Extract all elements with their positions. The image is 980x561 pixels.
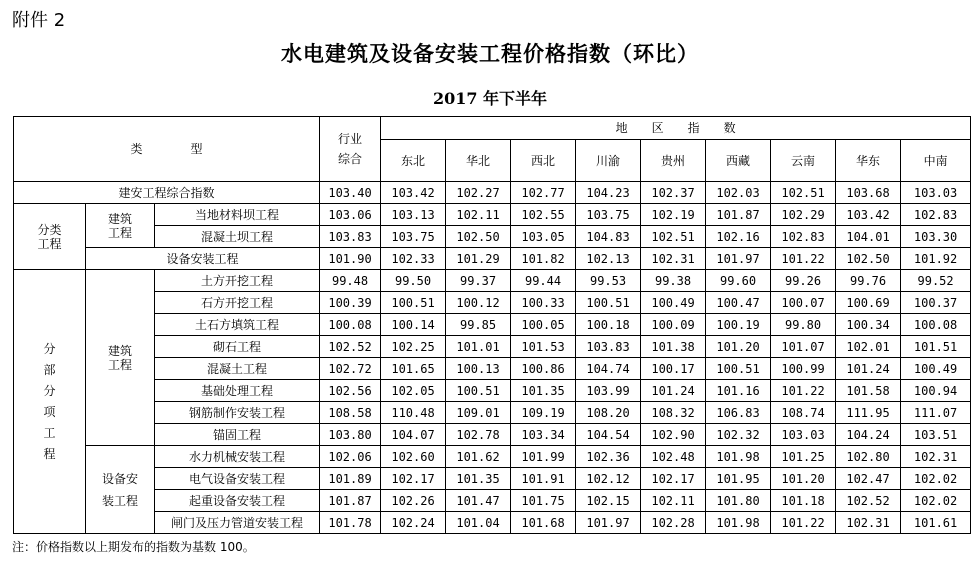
region-value: 102.36 bbox=[576, 446, 641, 468]
table-row bbox=[14, 468, 971, 490]
document-title: 水电建筑及设备安装工程价格指数（环比） bbox=[281, 41, 699, 66]
region-value: 103.34 bbox=[511, 424, 576, 446]
region-value: 101.07 bbox=[771, 336, 836, 358]
region-value: 111.07 bbox=[901, 402, 971, 424]
region-value: 103.75 bbox=[381, 226, 446, 248]
region-value: 108.20 bbox=[576, 402, 641, 424]
industry-value: 102.06 bbox=[320, 446, 381, 468]
row-label: 锚固工程 bbox=[155, 424, 320, 446]
industry-composite-header bbox=[320, 117, 381, 182]
region-value: 101.91 bbox=[511, 468, 576, 490]
table-row bbox=[14, 226, 971, 248]
row-label: 混凝土坝工程 bbox=[155, 226, 320, 248]
region-header: 贵州 bbox=[641, 140, 706, 182]
row-label: 当地材料坝工程 bbox=[155, 204, 320, 226]
region-value: 102.16 bbox=[706, 226, 771, 248]
region-value: 101.25 bbox=[771, 446, 836, 468]
table-row bbox=[14, 182, 971, 204]
region-value: 102.51 bbox=[771, 182, 836, 204]
region-value: 102.29 bbox=[771, 204, 836, 226]
region-value: 101.04 bbox=[446, 512, 511, 534]
region-value: 100.49 bbox=[901, 358, 971, 380]
region-value: 101.75 bbox=[511, 490, 576, 512]
row-label: 基础处理工程 bbox=[155, 380, 320, 402]
region-value: 100.51 bbox=[576, 292, 641, 314]
type-header: 类 型 bbox=[14, 117, 320, 182]
region-header: 华东 bbox=[836, 140, 901, 182]
row-label: 土石方填筑工程 bbox=[155, 314, 320, 336]
region-value: 102.17 bbox=[381, 468, 446, 490]
group-label: 分类 工程 bbox=[14, 204, 86, 270]
subgroup-label: 设备安 装工程 bbox=[86, 446, 155, 534]
region-value: 99.44 bbox=[511, 270, 576, 292]
row-label: 石方开挖工程 bbox=[155, 292, 320, 314]
region-value: 99.50 bbox=[381, 270, 446, 292]
region-value: 102.11 bbox=[446, 204, 511, 226]
region-value: 100.99 bbox=[771, 358, 836, 380]
region-value: 102.80 bbox=[836, 446, 901, 468]
region-value: 101.01 bbox=[446, 336, 511, 358]
industry-value: 102.52 bbox=[320, 336, 381, 358]
region-value: 102.28 bbox=[641, 512, 706, 534]
region-value: 103.42 bbox=[381, 182, 446, 204]
row-label: 砌石工程 bbox=[155, 336, 320, 358]
region-value: 101.98 bbox=[706, 512, 771, 534]
row-label: 起重设备安装工程 bbox=[155, 490, 320, 512]
region-value: 103.99 bbox=[576, 380, 641, 402]
industry-value: 101.87 bbox=[320, 490, 381, 512]
industry-value: 102.72 bbox=[320, 358, 381, 380]
region-value: 101.62 bbox=[446, 446, 511, 468]
region-value: 102.47 bbox=[836, 468, 901, 490]
region-value: 99.26 bbox=[771, 270, 836, 292]
region-value: 102.31 bbox=[901, 446, 971, 468]
region-value: 103.03 bbox=[771, 424, 836, 446]
region-value: 99.53 bbox=[576, 270, 641, 292]
region-value: 102.50 bbox=[836, 248, 901, 270]
region-value: 101.97 bbox=[576, 512, 641, 534]
region-value: 101.24 bbox=[836, 358, 901, 380]
region-value: 102.77 bbox=[511, 182, 576, 204]
region-value: 100.17 bbox=[641, 358, 706, 380]
region-header: 云南 bbox=[771, 140, 836, 182]
region-value: 102.15 bbox=[576, 490, 641, 512]
region-value: 104.07 bbox=[381, 424, 446, 446]
region-value: 101.22 bbox=[771, 512, 836, 534]
industry-header-text: 行业 综合 bbox=[338, 132, 363, 166]
region-value: 102.48 bbox=[641, 446, 706, 468]
region-value: 100.18 bbox=[576, 314, 641, 336]
row-label: 设备安装工程 bbox=[86, 248, 320, 270]
row-label: 混凝土工程 bbox=[155, 358, 320, 380]
industry-value: 102.56 bbox=[320, 380, 381, 402]
region-value: 102.33 bbox=[381, 248, 446, 270]
region-value: 100.09 bbox=[641, 314, 706, 336]
row-label: 水力机械安装工程 bbox=[155, 446, 320, 468]
table-row bbox=[14, 358, 971, 380]
region-value: 102.60 bbox=[381, 446, 446, 468]
region-value: 103.13 bbox=[381, 204, 446, 226]
region-value: 104.83 bbox=[576, 226, 641, 248]
region-value: 100.94 bbox=[901, 380, 971, 402]
region-value: 104.54 bbox=[576, 424, 641, 446]
row-label: 电气设备安装工程 bbox=[155, 468, 320, 490]
region-value: 102.11 bbox=[641, 490, 706, 512]
region-value: 100.37 bbox=[901, 292, 971, 314]
document-subtitle: 2017 年下半年 bbox=[432, 89, 548, 108]
region-value: 102.24 bbox=[381, 512, 446, 534]
region-value: 102.17 bbox=[641, 468, 706, 490]
region-value: 102.12 bbox=[576, 468, 641, 490]
region-value: 101.68 bbox=[511, 512, 576, 534]
region-value: 101.18 bbox=[771, 490, 836, 512]
table-row bbox=[14, 204, 971, 226]
region-value: 99.60 bbox=[706, 270, 771, 292]
table-row bbox=[14, 270, 971, 292]
row-label: 建安工程综合指数 bbox=[14, 182, 320, 204]
region-value: 100.69 bbox=[836, 292, 901, 314]
region-value: 109.19 bbox=[511, 402, 576, 424]
table-row bbox=[14, 512, 971, 534]
region-value: 102.83 bbox=[901, 204, 971, 226]
table-row bbox=[14, 314, 971, 336]
region-value: 104.24 bbox=[836, 424, 901, 446]
region-value: 100.12 bbox=[446, 292, 511, 314]
region-value: 111.95 bbox=[836, 402, 901, 424]
region-value: 101.16 bbox=[706, 380, 771, 402]
region-value: 99.85 bbox=[446, 314, 511, 336]
region-value: 102.83 bbox=[771, 226, 836, 248]
region-value: 101.22 bbox=[771, 248, 836, 270]
region-value: 100.51 bbox=[381, 292, 446, 314]
region-value: 103.51 bbox=[901, 424, 971, 446]
region-value: 100.08 bbox=[901, 314, 971, 336]
region-value: 102.19 bbox=[641, 204, 706, 226]
region-header: 西藏 bbox=[706, 140, 771, 182]
region-value: 103.30 bbox=[901, 226, 971, 248]
region-value: 109.01 bbox=[446, 402, 511, 424]
region-value: 102.50 bbox=[446, 226, 511, 248]
region-index-header: 地 区 指 数 bbox=[381, 117, 971, 140]
region-value: 103.68 bbox=[836, 182, 901, 204]
region-value: 102.31 bbox=[641, 248, 706, 270]
region-value: 102.01 bbox=[836, 336, 901, 358]
region-value: 101.87 bbox=[706, 204, 771, 226]
region-header: 西北 bbox=[511, 140, 576, 182]
region-value: 101.22 bbox=[771, 380, 836, 402]
region-value: 103.75 bbox=[576, 204, 641, 226]
region-value: 100.33 bbox=[511, 292, 576, 314]
price-index-table bbox=[13, 116, 971, 534]
region-value: 102.05 bbox=[381, 380, 446, 402]
industry-value: 101.89 bbox=[320, 468, 381, 490]
group-label: 分 部 分 项 工 程 bbox=[14, 270, 86, 534]
industry-value: 101.78 bbox=[320, 512, 381, 534]
region-value: 102.32 bbox=[706, 424, 771, 446]
region-value: 102.31 bbox=[836, 512, 901, 534]
table-row bbox=[14, 248, 971, 270]
footnote: 注：价格指数以上期发布的指数为基数 100。 bbox=[12, 540, 255, 554]
region-value: 100.51 bbox=[706, 358, 771, 380]
region-value: 102.26 bbox=[381, 490, 446, 512]
region-value: 100.14 bbox=[381, 314, 446, 336]
region-value: 101.35 bbox=[511, 380, 576, 402]
region-value: 101.38 bbox=[641, 336, 706, 358]
region-value: 101.61 bbox=[901, 512, 971, 534]
region-value: 108.74 bbox=[771, 402, 836, 424]
region-value: 100.47 bbox=[706, 292, 771, 314]
region-value: 99.38 bbox=[641, 270, 706, 292]
header-row-1 bbox=[14, 117, 971, 140]
region-value: 110.48 bbox=[381, 402, 446, 424]
region-value: 101.29 bbox=[446, 248, 511, 270]
table-row bbox=[14, 336, 971, 358]
region-value: 101.97 bbox=[706, 248, 771, 270]
attachment-label: 附件 2 bbox=[12, 10, 66, 31]
row-label: 钢筋制作安装工程 bbox=[155, 402, 320, 424]
region-value: 102.52 bbox=[836, 490, 901, 512]
region-value: 99.52 bbox=[901, 270, 971, 292]
region-header: 川渝 bbox=[576, 140, 641, 182]
industry-value: 103.40 bbox=[320, 182, 381, 204]
region-value: 99.80 bbox=[771, 314, 836, 336]
region-value: 101.20 bbox=[706, 336, 771, 358]
region-value: 100.34 bbox=[836, 314, 901, 336]
region-value: 101.20 bbox=[771, 468, 836, 490]
table-row bbox=[14, 424, 971, 446]
region-value: 102.25 bbox=[381, 336, 446, 358]
subgroup-label: 建筑 工程 bbox=[86, 270, 155, 446]
region-value: 101.80 bbox=[706, 490, 771, 512]
region-header: 华北 bbox=[446, 140, 511, 182]
region-header: 东北 bbox=[381, 140, 446, 182]
industry-value: 103.83 bbox=[320, 226, 381, 248]
region-value: 102.37 bbox=[641, 182, 706, 204]
region-value: 102.13 bbox=[576, 248, 641, 270]
region-value: 104.74 bbox=[576, 358, 641, 380]
region-value: 101.95 bbox=[706, 468, 771, 490]
region-value: 102.27 bbox=[446, 182, 511, 204]
region-value: 101.58 bbox=[836, 380, 901, 402]
region-value: 101.51 bbox=[901, 336, 971, 358]
region-value: 101.53 bbox=[511, 336, 576, 358]
industry-value: 100.08 bbox=[320, 314, 381, 336]
region-value: 101.47 bbox=[446, 490, 511, 512]
region-value: 100.51 bbox=[446, 380, 511, 402]
region-value: 100.07 bbox=[771, 292, 836, 314]
region-value: 101.98 bbox=[706, 446, 771, 468]
table-row bbox=[14, 292, 971, 314]
region-value: 102.55 bbox=[511, 204, 576, 226]
row-label: 土方开挖工程 bbox=[155, 270, 320, 292]
region-value: 103.42 bbox=[836, 204, 901, 226]
industry-value: 103.06 bbox=[320, 204, 381, 226]
region-value: 100.86 bbox=[511, 358, 576, 380]
region-value: 104.01 bbox=[836, 226, 901, 248]
table-row bbox=[14, 446, 971, 468]
region-value: 99.37 bbox=[446, 270, 511, 292]
industry-value: 108.58 bbox=[320, 402, 381, 424]
industry-value: 101.90 bbox=[320, 248, 381, 270]
region-value: 99.76 bbox=[836, 270, 901, 292]
region-value: 106.83 bbox=[706, 402, 771, 424]
region-value: 101.92 bbox=[901, 248, 971, 270]
table-row bbox=[14, 402, 971, 424]
region-value: 100.05 bbox=[511, 314, 576, 336]
region-value: 101.35 bbox=[446, 468, 511, 490]
table-row bbox=[14, 490, 971, 512]
row-label: 闸门及压力管道安装工程 bbox=[155, 512, 320, 534]
region-value: 102.90 bbox=[641, 424, 706, 446]
region-value: 103.05 bbox=[511, 226, 576, 248]
region-value: 100.19 bbox=[706, 314, 771, 336]
region-value: 103.03 bbox=[901, 182, 971, 204]
region-value: 102.02 bbox=[901, 468, 971, 490]
region-header: 中南 bbox=[901, 140, 971, 182]
region-value: 103.83 bbox=[576, 336, 641, 358]
region-value: 102.02 bbox=[901, 490, 971, 512]
region-value: 100.13 bbox=[446, 358, 511, 380]
region-value: 101.24 bbox=[641, 380, 706, 402]
industry-value: 99.48 bbox=[320, 270, 381, 292]
region-value: 102.78 bbox=[446, 424, 511, 446]
region-value: 102.03 bbox=[706, 182, 771, 204]
industry-value: 100.39 bbox=[320, 292, 381, 314]
region-value: 102.51 bbox=[641, 226, 706, 248]
region-value: 100.49 bbox=[641, 292, 706, 314]
industry-value: 103.80 bbox=[320, 424, 381, 446]
subgroup-label: 建筑 工程 bbox=[86, 204, 155, 248]
table-row bbox=[14, 380, 971, 402]
region-value: 101.82 bbox=[511, 248, 576, 270]
region-value: 101.65 bbox=[381, 358, 446, 380]
region-value: 104.23 bbox=[576, 182, 641, 204]
region-value: 101.99 bbox=[511, 446, 576, 468]
region-value: 108.32 bbox=[641, 402, 706, 424]
